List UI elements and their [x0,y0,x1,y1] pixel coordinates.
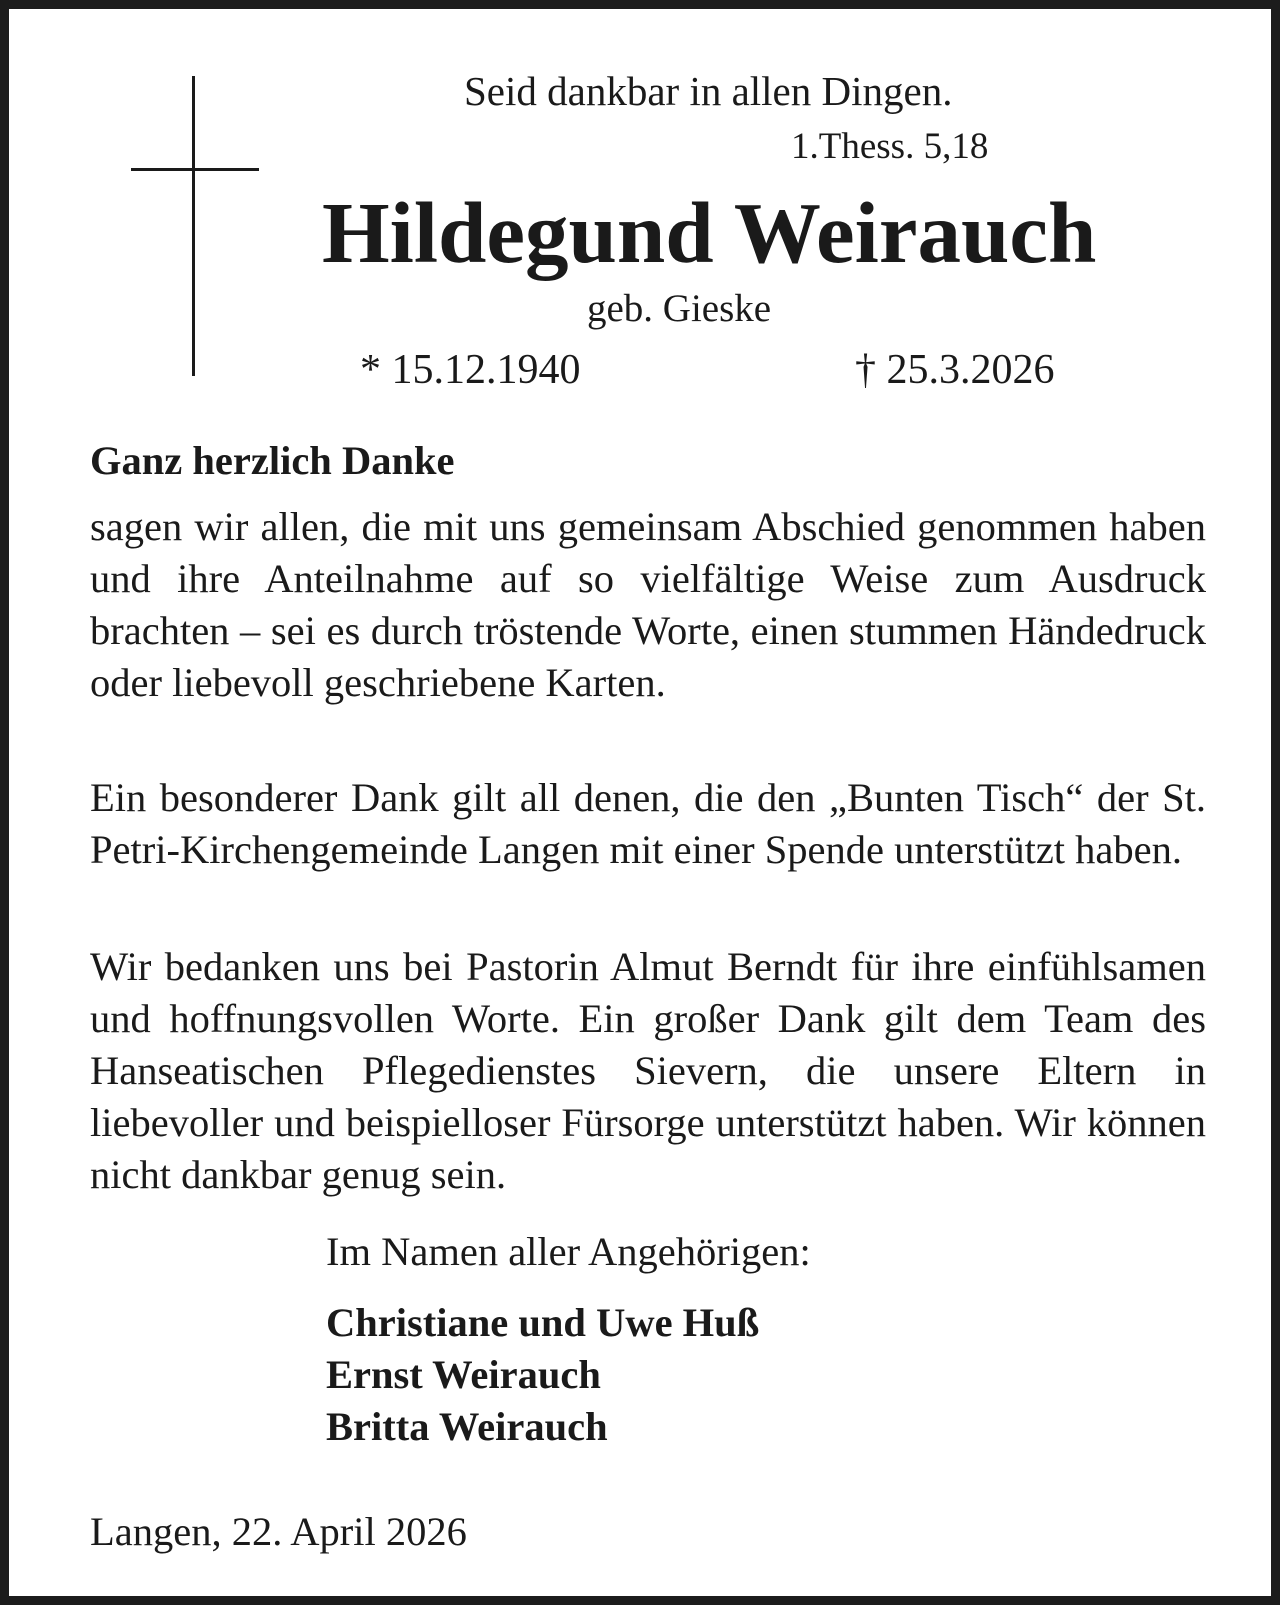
thanks-paragraph-2: Ein besonderer Dank gilt all denen, die den „Bunten Tisch“ der St. Petri-Kirchengemeinde Langen mit einer Spende unterstützt haben. [90,775,1206,872]
signer-name: Britta Weirauch [326,1404,608,1449]
bible-verse: Seid dankbar in allen Dingen. [464,68,953,114]
cross-horizontal-bar [131,168,259,171]
death-date: † 25.3.2026 [855,347,1055,393]
maiden-name: geb. Gieske [587,287,772,330]
birth-date: * 15.12.1940 [360,347,581,393]
place-and-date: Langen, 22. April 2026 [90,1509,467,1554]
bible-verse-reference: 1.Thess. 5,18 [791,126,989,167]
signer-name: Christiane und Uwe Huß [326,1300,760,1345]
cross-vertical-bar [192,76,195,376]
signer-name: Ernst Weirauch [326,1352,601,1397]
deceased-name: Hildegund Weirauch [322,184,1097,281]
thanks-paragraph-3: Wir bedanken uns bei Pastorin Almut Berndt für ihre einfühlsamen und hoffnungsvollen Worte. Ein großer Dank gilt dem Team des Hanseatischen Pflegedienstes Sievern, die unsere Eltern in liebevoller und beispielloser Fürsorge unterstützt haben. Wir können nicht dankbar genug sein. [90,944,1206,1197]
signers-list [326,1297,759,1453]
greeting-heading: Ganz herzlich Danke [90,438,455,483]
thanks-paragraph-1: sagen wir allen, die mit uns gemeinsam Abschied genommen haben und ihre Anteilnahme auf so vielfältige Weise zum Ausdruck brachten – sei es durch tröstende Worte, einen stummen Händedruck oder liebevoll geschriebene Karten. [90,504,1206,705]
closing-phrase: Im Namen aller Angehörigen: [326,1229,811,1274]
